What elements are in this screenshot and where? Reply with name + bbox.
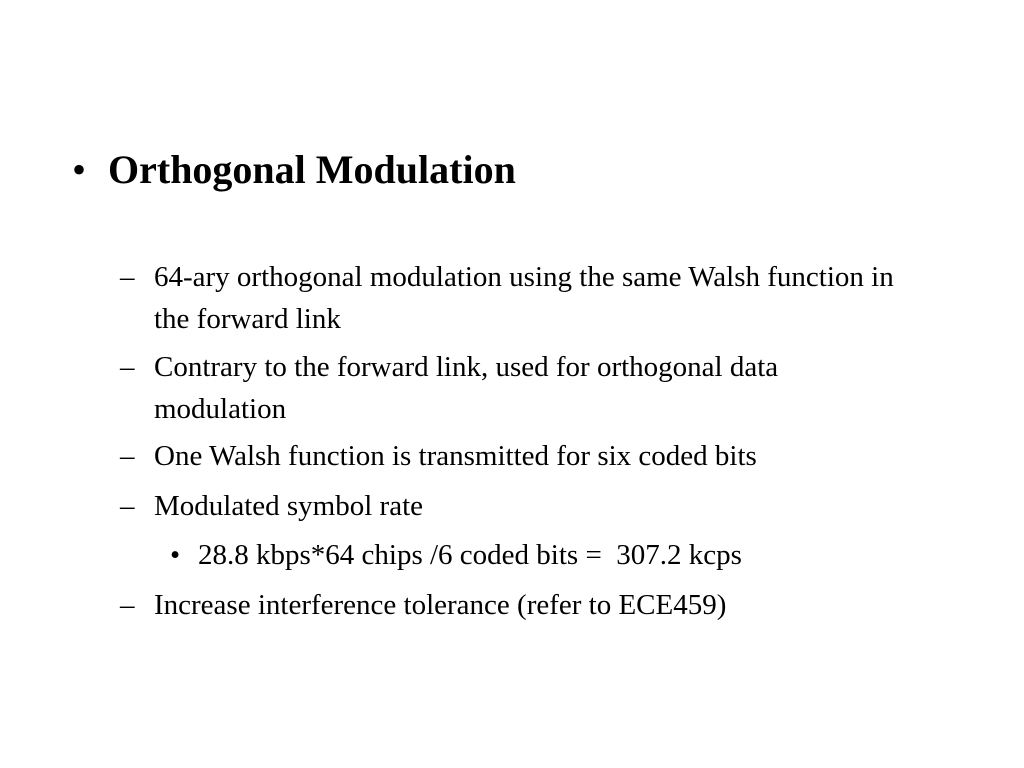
list-item xyxy=(120,584,920,626)
list-item-text: One Walsh function is transmitted for six coded bits xyxy=(154,440,757,472)
list-item xyxy=(120,485,920,527)
dash-marker: – xyxy=(120,440,135,472)
dash-marker: – xyxy=(120,351,135,383)
dash-marker: – xyxy=(120,589,135,621)
bullet-marker: • xyxy=(72,147,87,192)
dash-marker: – xyxy=(120,261,135,293)
list-item xyxy=(120,435,920,477)
slide-heading: Orthogonal Modulation xyxy=(108,147,516,192)
list-item-text: Increase interference tolerance (refer to ECE459) xyxy=(154,589,727,621)
list-item-text: Contrary to the forward link, used for orthogonal data modulation xyxy=(154,351,779,425)
list-item xyxy=(120,256,920,340)
list-item-text: Modulated symbol rate xyxy=(154,490,424,522)
bullet-marker: • xyxy=(170,539,181,571)
sub-list-item xyxy=(170,534,930,576)
sub-list-item-text: 28.8 kbps*64 chips /6 coded bits = 307.2 kcps xyxy=(198,539,742,571)
list-item xyxy=(120,346,920,430)
dash-marker: – xyxy=(120,490,135,522)
list-item-text: 64-ary orthogonal modulation using the same Walsh function in the forward link xyxy=(154,261,894,335)
